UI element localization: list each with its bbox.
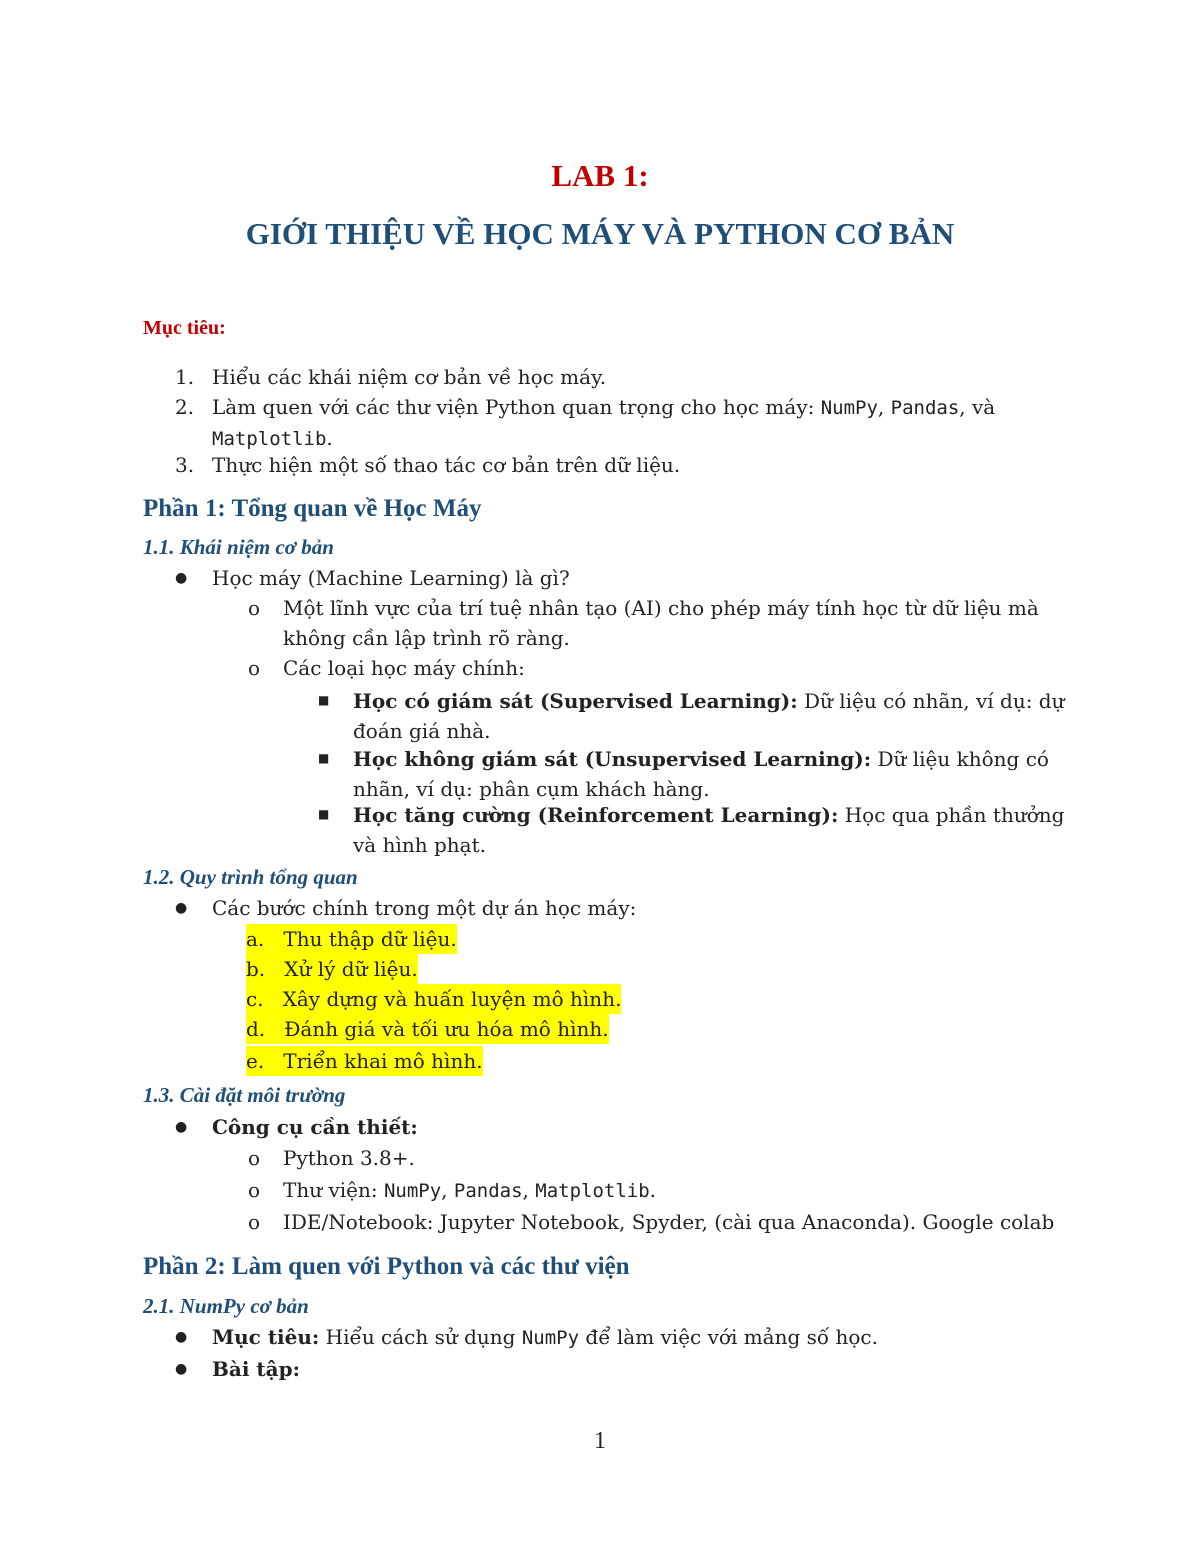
list-item: ● Mục tiêu: Hiểu cách sử dụng NumPy để làm việc với mảng số học. [175,1322,1075,1353]
list-item: ● Công cụ cần thiết: [175,1112,1075,1142]
part1-heading: Phần 1: Tổng quan về Học Máy [143,495,482,522]
square-bullet-icon: ■ [318,693,330,707]
list-item: ■ Học tăng cường (Reinforcement Learning): Học qua phần thưởng và hình phạt. [318,800,1078,860]
process-step: a. Thu thập dữ liệu. [246,924,457,954]
part2-heading: Phần 2: Làm quen với Python và các thư viện [143,1253,630,1280]
section-1-2-heading: 1.2. Quy trình tổng quan [143,865,358,889]
list-item: ● Các bước chính trong một dự án học máy: [175,893,1075,923]
page-number: 1 [594,1428,606,1454]
process-step: d. Đánh giá và tối ưu hóa mô hình. [246,1014,609,1044]
process-step: c. Xây dựng và huấn luyện mô hình. [246,984,621,1014]
circle-bullet-icon: o [248,1210,261,1234]
square-bullet-icon: ■ [318,807,330,821]
list-item: o Các loại học máy chính: [248,653,1078,683]
objective-item: 1. Hiểu các khái niệm cơ bản về học máy. [175,365,607,389]
bullet-icon: ● [175,900,188,916]
bullet-icon: ● [175,1329,188,1345]
process-step: e. Triển khai mô hình. [246,1046,483,1076]
bullet-icon: ● [175,570,188,586]
circle-bullet-icon: o [248,1178,261,1202]
section-1-3-heading: 1.3. Cài đặt môi trường [143,1083,346,1107]
list-item: o Thư viện: NumPy, Pandas, Matplotlib. [248,1175,1078,1206]
list-item: o IDE/Notebook: Jupyter Notebook, Spyder, (cài qua Anaconda). Google colab [248,1207,1078,1237]
list-item: ■ Học không giám sát (Unsupervised Learning): Dữ liệu không có nhãn, ví dụ: phân cụm khách hàng. [318,744,1078,804]
list-item: o Python 3.8+. [248,1143,1078,1173]
section-2-1-heading: 2.1. NumPy cơ bản [143,1294,309,1318]
objective-item: 2. Làm quen với các thư viện Python quan trọng cho học máy: NumPy, Pandas, và Matplotlib. [175,395,996,450]
objectives-label: Mục tiêu: [143,317,226,339]
process-step: b. Xử lý dữ liệu. [246,954,418,984]
list-item: o Một lĩnh vực của trí tuệ nhân tạo (AI) cho phép máy tính học từ dữ liệu mà không cần lập trình rõ ràng. [248,593,1078,653]
section-1-1-heading: 1.1. Khái niệm cơ bản [143,535,334,559]
lab-title: LAB 1: [551,158,649,193]
list-item: ● Học máy (Machine Learning) là gì? [175,563,1075,593]
list-item: ■ Học có giám sát (Supervised Learning): Dữ liệu có nhãn, ví dụ: dự đoán giá nhà. [318,686,1078,746]
bullet-icon: ● [175,1119,188,1135]
list-item: ● Bài tập: [175,1354,1075,1384]
square-bullet-icon: ■ [318,751,330,765]
circle-bullet-icon: o [248,1146,261,1170]
bullet-icon: ● [175,1361,188,1377]
circle-bullet-icon: o [248,656,261,680]
circle-bullet-icon: o [248,596,261,620]
lab-subtitle: GIỚI THIỆU VỀ HỌC MÁY VÀ PYTHON CƠ BẢN [245,216,955,251]
objective-item: 3. Thực hiện một số thao tác cơ bản trên dữ liệu. [175,453,681,477]
